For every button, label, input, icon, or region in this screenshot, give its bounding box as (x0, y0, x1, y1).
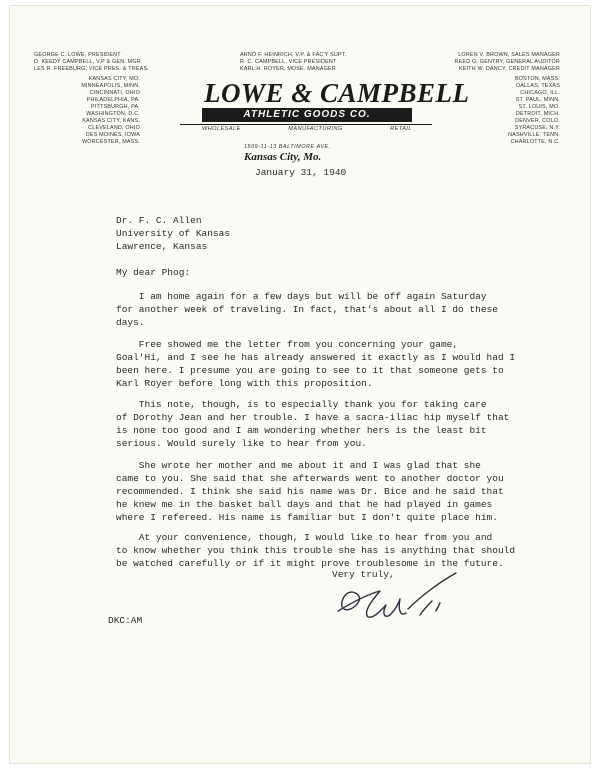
branch-city: KANSAS CITY, MO. (88, 76, 140, 82)
paragraph-line: I am home again for a few days but will be off again Saturday (116, 291, 487, 302)
tag-retail: RETAIL (390, 126, 412, 132)
street-address: 1509-11-13 BALTIMORE AVE. (244, 144, 331, 150)
branch-city: WORCESTER, MASS. (81, 139, 140, 145)
branch-city: BOSTON, MASS. (514, 76, 560, 82)
officer-line: LES R. FREEBURG, VICE PRES. & TREAS. (34, 66, 149, 72)
officers-right (455, 52, 560, 73)
officer-line: REED G. GENTRY, GENERAL AUDITOR (454, 59, 560, 65)
officer-line: ARNO F. HEINRICH, V.P. & FAC'Y SUPT. (240, 52, 347, 58)
letter-date: January 31, 1940 (255, 167, 347, 178)
paragraph-line: recommended. I think she said his name was Dr. Bice and he said that (116, 486, 504, 497)
officer-line: KEITH W. DANCY, CREDIT MANAGER (458, 66, 560, 72)
signature (328, 569, 478, 629)
officer-line: GEORGE C. LOWE, PRESIDENT (34, 52, 121, 58)
paragraph (116, 398, 536, 450)
officer-line: KARL H. ROYER, MDSE. MANAGER (240, 66, 336, 72)
branch-city: ST. PAUL, MINN. (515, 97, 560, 103)
paragraph (116, 459, 536, 524)
paragraph-line: Karl Royer before long with this proposition. (116, 378, 373, 389)
tag-wholesale: WHOLESALE (202, 126, 241, 132)
branch-city: CHARLOTTE, N.C. (510, 139, 560, 145)
officer-line: R. C. CAMPBELL, VICE PRESIDENT (240, 59, 337, 65)
company-name: LOWE & CAMPBELL (204, 78, 470, 108)
paragraph-line: of Dorothy Jean and her trouble. I have a sacra-iliac hip myself that (116, 412, 510, 423)
recipient-line: Dr. F. C. Allen (116, 215, 202, 226)
branch-city: PITTSBURGH, PA. (90, 104, 140, 110)
branch-city: KANSAS CITY, KANS. (82, 118, 140, 124)
branch-city: PHILADELPHIA, PA. (86, 97, 140, 103)
company-subtitle: ATHLETIC GOODS CO. (202, 108, 412, 122)
branch-city: CINCINNATI, OHIO (89, 90, 140, 96)
recipient-line: University of Kansas (116, 228, 231, 239)
paragraph-line: serious. Would surely like to hear from you. (116, 438, 367, 449)
branch-city: DES MOINES, IOWA (85, 132, 140, 138)
branch-city: SYRACUSE, N.Y. (514, 125, 560, 131)
officers-center (240, 52, 346, 73)
paragraph (116, 338, 536, 390)
paragraph-line: Goal'Hi, and I see he has already answered it exactly as I would had I (116, 352, 516, 363)
logo-tags (202, 126, 412, 132)
paragraph-line: At your convenience, though, I would like to hear from you and (116, 532, 493, 543)
paragraph-line: be watched carefully or if it might prove troublesome in the future. (116, 558, 504, 569)
letter-sheet (10, 6, 590, 763)
paragraph-line: to know whether you think this trouble she has is anything that should (116, 545, 516, 556)
paragraph-line: for another week of traveling. In fact, that's about all I do these (116, 304, 498, 315)
paragraph-line: he knew me in the basket ball days and that he had played in games (116, 499, 493, 510)
paragraph-line: This note, though, is to especially thank you for taking care (116, 399, 487, 410)
branch-city: ST. LOUIS, MO. (518, 104, 560, 110)
branches-left (34, 76, 140, 146)
logo-rule (180, 124, 432, 125)
paragraph-line: Free showed me the letter from you concerning your game, (116, 339, 459, 350)
branch-city: DETROIT, MICH. (515, 111, 560, 117)
city-name: Kansas City, Mo. (244, 151, 322, 163)
recipient-line: Lawrence, Kansas (116, 241, 208, 252)
initials: DKC:AM (108, 615, 143, 626)
paragraph-line: She wrote her mother and me about it and I was glad that she (116, 460, 481, 471)
paragraph-line: days. (116, 317, 145, 328)
recipient-block (116, 214, 230, 253)
tag-manufacturing: MANUFACTURING (288, 126, 343, 132)
branch-city: CHICAGO, ILL. (520, 90, 560, 96)
branches-right (470, 76, 560, 146)
closing: Very truly, (332, 569, 395, 580)
branch-city: MINNEAPOLIS, MINN. (81, 83, 140, 89)
branch-city: DENVER, COLO. (515, 118, 560, 124)
branch-city: WASHINGTON, D.C. (86, 111, 140, 117)
paragraph-line: where I refereed. His name is familiar but I don't quite place him. (116, 512, 498, 523)
paragraph-line: came to you. She said that she afterwards went to another doctor you (116, 473, 504, 484)
salutation: My dear Phog: (116, 267, 191, 278)
officer-line: LOREN V. BROWN, SALES MANAGER (458, 52, 560, 58)
paragraph-line: been here. I presume you are going to see to it that someone gets to (116, 365, 504, 376)
branch-city: DALLAS, TEXAS (516, 83, 560, 89)
branch-city: CLEVELAND, OHIO (88, 125, 140, 131)
officers-left (34, 52, 149, 73)
officer-line: D. KEEDY CAMPBELL, V.P & GEN. MGR. (34, 59, 143, 65)
paragraph (116, 290, 536, 329)
branch-city: NASHVILLE, TENN. (508, 132, 560, 138)
paragraph (116, 531, 536, 570)
paragraph-line: is none too good and I am wondering whether hers is the least bit (116, 425, 487, 436)
company-logo (180, 76, 470, 136)
